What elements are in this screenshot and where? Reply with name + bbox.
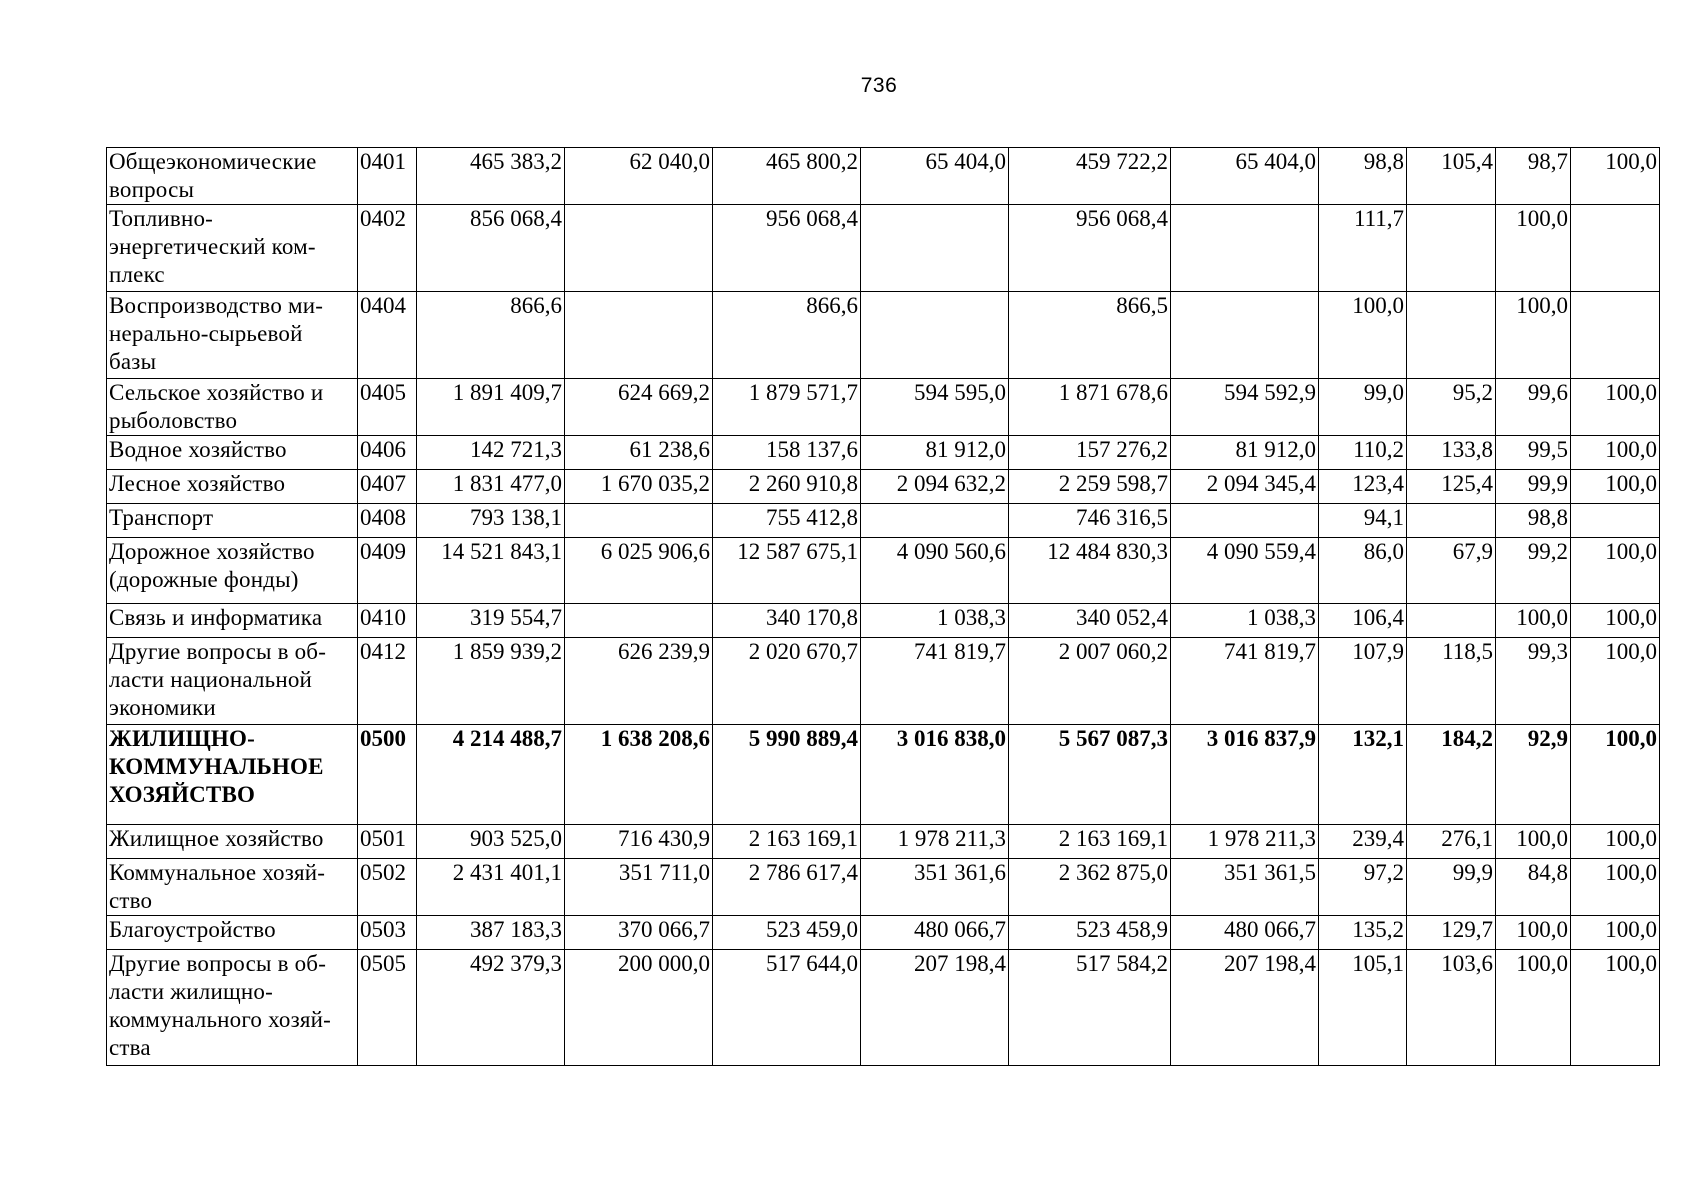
value-cell: 624 669,2	[565, 379, 713, 436]
value-cell: 517 644,0	[713, 950, 861, 1066]
value-cell: 480 066,7	[861, 916, 1009, 950]
row-name-cell: Воспроизводство ми-нерально-сырьевой базы	[107, 292, 358, 379]
row-name-cell: Жилищное хозяйство	[107, 825, 358, 859]
value-cell	[1407, 604, 1496, 638]
value-cell: 103,6	[1407, 950, 1496, 1066]
table-row	[107, 470, 1660, 504]
value-cell: 1 978 211,3	[861, 825, 1009, 859]
value-cell: 207 198,4	[861, 950, 1009, 1066]
value-cell: 523 458,9	[1009, 916, 1171, 950]
value-cell: 157 276,2	[1009, 436, 1171, 470]
value-cell: 6 025 906,6	[565, 538, 713, 604]
row-code-cell: 0401	[358, 148, 417, 205]
table-row	[107, 859, 1660, 916]
value-cell: 100,0	[1571, 604, 1660, 638]
value-cell: 5 567 087,3	[1009, 725, 1171, 825]
table-row	[107, 292, 1660, 379]
value-cell: 100,0	[1571, 436, 1660, 470]
value-cell: 99,5	[1496, 436, 1571, 470]
value-cell: 133,8	[1407, 436, 1496, 470]
value-cell	[861, 292, 1009, 379]
value-cell: 100,0	[1319, 292, 1407, 379]
value-cell: 142 721,3	[417, 436, 565, 470]
value-cell: 2 094 345,4	[1171, 470, 1319, 504]
value-cell: 746 316,5	[1009, 504, 1171, 538]
value-cell: 81 912,0	[1171, 436, 1319, 470]
table-row	[107, 504, 1660, 538]
table-row	[107, 916, 1660, 950]
value-cell: 755 412,8	[713, 504, 861, 538]
value-cell: 81 912,0	[861, 436, 1009, 470]
row-code-cell: 0407	[358, 470, 417, 504]
value-cell: 132,1	[1319, 725, 1407, 825]
value-cell: 459 722,2	[1009, 148, 1171, 205]
table-row	[107, 538, 1660, 604]
value-cell	[861, 504, 1009, 538]
value-cell: 99,2	[1496, 538, 1571, 604]
value-cell: 276,1	[1407, 825, 1496, 859]
value-cell: 158 137,6	[713, 436, 861, 470]
value-cell: 351 361,5	[1171, 859, 1319, 916]
value-cell: 5 990 889,4	[713, 725, 861, 825]
row-code-cell: 0503	[358, 916, 417, 950]
value-cell: 105,4	[1407, 148, 1496, 205]
value-cell: 99,3	[1496, 638, 1571, 725]
value-cell: 1 038,3	[1171, 604, 1319, 638]
value-cell: 626 239,9	[565, 638, 713, 725]
value-cell: 793 138,1	[417, 504, 565, 538]
value-cell: 98,7	[1496, 148, 1571, 205]
value-cell: 99,0	[1319, 379, 1407, 436]
value-cell: 95,2	[1407, 379, 1496, 436]
row-code-cell: 0501	[358, 825, 417, 859]
value-cell: 98,8	[1319, 148, 1407, 205]
value-cell: 2 260 910,8	[713, 470, 861, 504]
table-row	[107, 379, 1660, 436]
value-cell: 12 587 675,1	[713, 538, 861, 604]
table-row	[107, 604, 1660, 638]
row-name-cell: Коммунальное хозяй-ство	[107, 859, 358, 916]
row-code-cell: 0412	[358, 638, 417, 725]
value-cell: 1 670 035,2	[565, 470, 713, 504]
value-cell: 4 090 560,6	[861, 538, 1009, 604]
row-name-cell: Сельское хозяйство и рыболовство	[107, 379, 358, 436]
value-cell: 111,7	[1319, 205, 1407, 292]
value-cell	[861, 205, 1009, 292]
page-number: 736	[860, 74, 898, 97]
value-cell: 351 711,0	[565, 859, 713, 916]
value-cell: 100,0	[1571, 950, 1660, 1066]
row-code-cell: 0405	[358, 379, 417, 436]
row-name-cell: Транспорт	[107, 504, 358, 538]
value-cell: 106,4	[1319, 604, 1407, 638]
value-cell: 100,0	[1571, 916, 1660, 950]
budget-table	[106, 147, 1660, 1066]
value-cell: 2 020 670,7	[713, 638, 861, 725]
value-cell: 100,0	[1496, 825, 1571, 859]
value-cell: 105,1	[1319, 950, 1407, 1066]
value-cell: 2 259 598,7	[1009, 470, 1171, 504]
table-row	[107, 825, 1660, 859]
value-cell: 594 595,0	[861, 379, 1009, 436]
value-cell: 92,9	[1496, 725, 1571, 825]
value-cell: 741 819,7	[1171, 638, 1319, 725]
table-row	[107, 638, 1660, 725]
value-cell: 1 879 571,7	[713, 379, 861, 436]
value-cell	[1171, 292, 1319, 379]
value-cell: 100,0	[1571, 825, 1660, 859]
value-cell	[1407, 205, 1496, 292]
value-cell: 107,9	[1319, 638, 1407, 725]
value-cell: 3 016 838,0	[861, 725, 1009, 825]
table-row	[107, 725, 1660, 825]
value-cell: 12 484 830,3	[1009, 538, 1171, 604]
value-cell: 100,0	[1571, 379, 1660, 436]
value-cell: 465 800,2	[713, 148, 861, 205]
value-cell	[1407, 292, 1496, 379]
row-name-cell: Другие вопросы в об-ласти национальной экономики	[107, 638, 358, 725]
value-cell: 100,0	[1496, 950, 1571, 1066]
value-cell: 517 584,2	[1009, 950, 1171, 1066]
row-code-cell: 0402	[358, 205, 417, 292]
value-cell: 866,6	[417, 292, 565, 379]
table-row	[107, 950, 1660, 1066]
value-cell: 98,8	[1496, 504, 1571, 538]
value-cell: 1 038,3	[861, 604, 1009, 638]
value-cell: 100,0	[1496, 916, 1571, 950]
value-cell: 2 163 169,1	[713, 825, 861, 859]
value-cell	[1171, 205, 1319, 292]
value-cell: 97,2	[1319, 859, 1407, 916]
value-cell: 125,4	[1407, 470, 1496, 504]
value-cell: 100,0	[1496, 205, 1571, 292]
value-cell	[1571, 504, 1660, 538]
row-code-cell: 0408	[358, 504, 417, 538]
table-row	[107, 205, 1660, 292]
value-cell: 100,0	[1496, 292, 1571, 379]
row-name-cell: Благоустройство	[107, 916, 358, 950]
value-cell: 100,0	[1571, 470, 1660, 504]
row-name-cell: Топливно-энергетический ком-плекс	[107, 205, 358, 292]
row-name-cell: Водное хозяйство	[107, 436, 358, 470]
row-name-cell: Лесное хозяйство	[107, 470, 358, 504]
value-cell: 741 819,7	[861, 638, 1009, 725]
row-name-cell: ЖИЛИЩНО-КОММУНАЛЬНОЕ ХОЗЯЙСТВО	[107, 725, 358, 825]
value-cell	[565, 604, 713, 638]
value-cell: 1 891 409,7	[417, 379, 565, 436]
value-cell: 319 554,7	[417, 604, 565, 638]
row-name-cell: Общеэкономические вопросы	[107, 148, 358, 205]
value-cell: 866,5	[1009, 292, 1171, 379]
value-cell: 84,8	[1496, 859, 1571, 916]
row-code-cell: 0404	[358, 292, 417, 379]
row-name-cell: Дорожное хозяйство (дорожные фонды)	[107, 538, 358, 604]
value-cell	[1407, 504, 1496, 538]
value-cell: 903 525,0	[417, 825, 565, 859]
value-cell: 129,7	[1407, 916, 1496, 950]
table-body	[107, 148, 1660, 1066]
row-code-cell: 0500	[358, 725, 417, 825]
value-cell: 2 007 060,2	[1009, 638, 1171, 725]
row-name-cell: Связь и информатика	[107, 604, 358, 638]
value-cell: 86,0	[1319, 538, 1407, 604]
row-code-cell: 0502	[358, 859, 417, 916]
value-cell: 99,6	[1496, 379, 1571, 436]
value-cell: 351 361,6	[861, 859, 1009, 916]
value-cell: 4 214 488,7	[417, 725, 565, 825]
value-cell: 340 170,8	[713, 604, 861, 638]
value-cell: 1 871 678,6	[1009, 379, 1171, 436]
value-cell: 956 068,4	[713, 205, 861, 292]
value-cell: 100,0	[1571, 148, 1660, 205]
value-cell: 94,1	[1319, 504, 1407, 538]
value-cell: 480 066,7	[1171, 916, 1319, 950]
value-cell: 2 163 169,1	[1009, 825, 1171, 859]
value-cell: 184,2	[1407, 725, 1496, 825]
row-name-cell: Другие вопросы в об-ласти жилищно-коммунального хозяй-ства	[107, 950, 358, 1066]
table-row	[107, 148, 1660, 205]
value-cell: 2 786 617,4	[713, 859, 861, 916]
value-cell: 3 016 837,9	[1171, 725, 1319, 825]
value-cell: 1 638 208,6	[565, 725, 713, 825]
value-cell: 866,6	[713, 292, 861, 379]
value-cell: 61 238,6	[565, 436, 713, 470]
value-cell: 65 404,0	[861, 148, 1009, 205]
value-cell	[1571, 205, 1660, 292]
value-cell: 594 592,9	[1171, 379, 1319, 436]
value-cell: 200 000,0	[565, 950, 713, 1066]
value-cell	[1571, 292, 1660, 379]
value-cell: 492 379,3	[417, 950, 565, 1066]
value-cell: 207 198,4	[1171, 950, 1319, 1066]
value-cell	[565, 205, 713, 292]
value-cell: 1 859 939,2	[417, 638, 565, 725]
row-code-cell: 0406	[358, 436, 417, 470]
value-cell: 4 090 559,4	[1171, 538, 1319, 604]
value-cell: 387 183,3	[417, 916, 565, 950]
value-cell: 100,0	[1571, 538, 1660, 604]
value-cell: 1 978 211,3	[1171, 825, 1319, 859]
value-cell	[565, 292, 713, 379]
value-cell: 118,5	[1407, 638, 1496, 725]
value-cell: 110,2	[1319, 436, 1407, 470]
value-cell: 1 831 477,0	[417, 470, 565, 504]
row-code-cell: 0505	[358, 950, 417, 1066]
value-cell: 956 068,4	[1009, 205, 1171, 292]
value-cell: 370 066,7	[565, 916, 713, 950]
value-cell: 2 094 632,2	[861, 470, 1009, 504]
value-cell: 99,9	[1496, 470, 1571, 504]
value-cell	[565, 504, 713, 538]
value-cell: 123,4	[1319, 470, 1407, 504]
value-cell	[1171, 504, 1319, 538]
value-cell: 135,2	[1319, 916, 1407, 950]
value-cell: 14 521 843,1	[417, 538, 565, 604]
value-cell: 716 430,9	[565, 825, 713, 859]
value-cell: 100,0	[1571, 638, 1660, 725]
value-cell: 99,9	[1407, 859, 1496, 916]
row-code-cell: 0409	[358, 538, 417, 604]
value-cell: 100,0	[1571, 859, 1660, 916]
value-cell: 340 052,4	[1009, 604, 1171, 638]
value-cell: 465 383,2	[417, 148, 565, 205]
value-cell: 67,9	[1407, 538, 1496, 604]
value-cell: 2 362 875,0	[1009, 859, 1171, 916]
row-code-cell: 0410	[358, 604, 417, 638]
value-cell: 65 404,0	[1171, 148, 1319, 205]
value-cell: 100,0	[1571, 725, 1660, 825]
value-cell: 239,4	[1319, 825, 1407, 859]
value-cell: 2 431 401,1	[417, 859, 565, 916]
table-row	[107, 436, 1660, 470]
value-cell: 100,0	[1496, 604, 1571, 638]
value-cell: 62 040,0	[565, 148, 713, 205]
value-cell: 856 068,4	[417, 205, 565, 292]
value-cell: 523 459,0	[713, 916, 861, 950]
